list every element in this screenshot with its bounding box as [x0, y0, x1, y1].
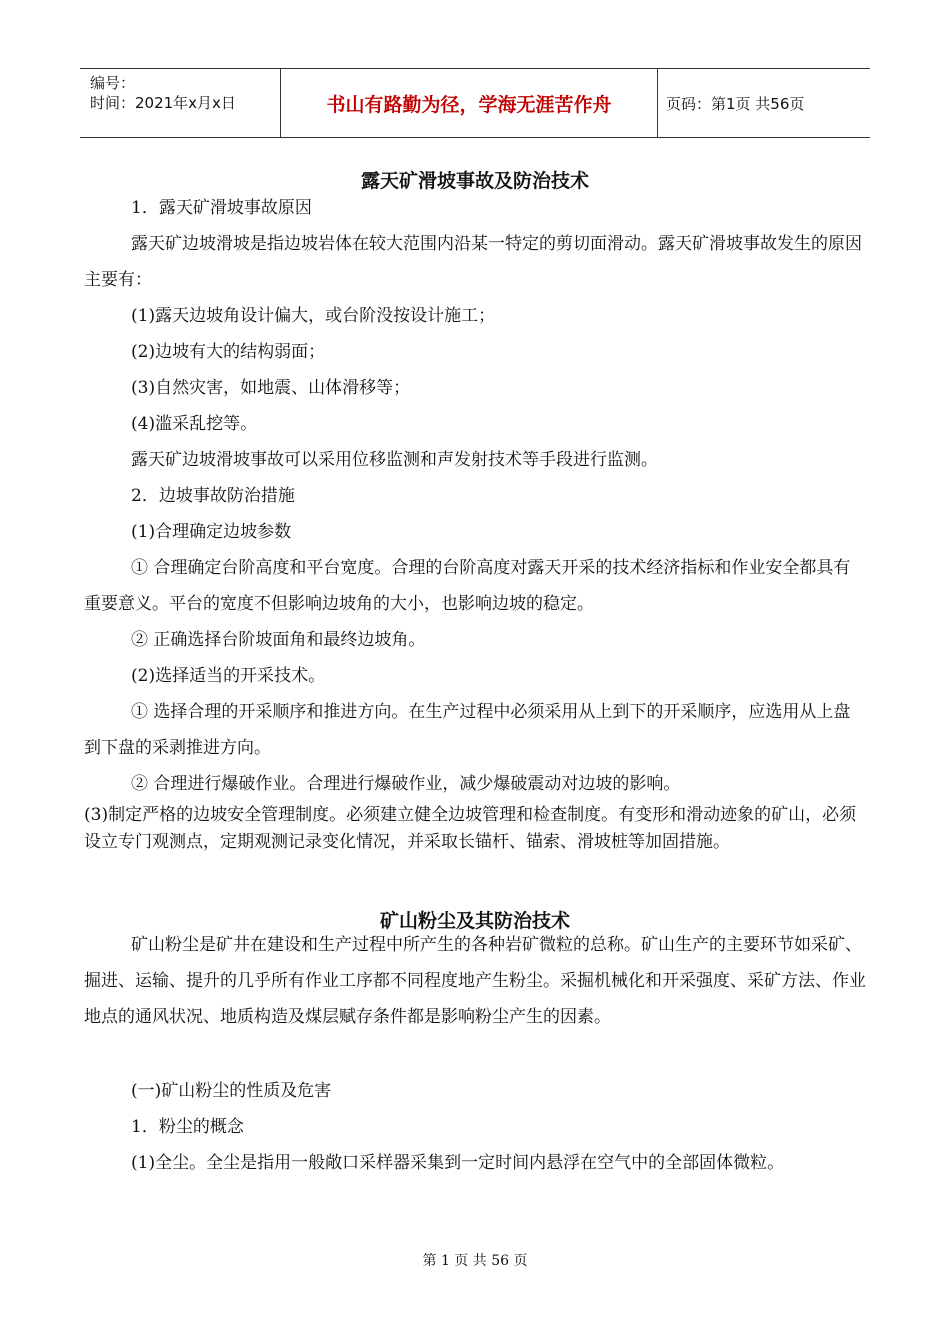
paragraph: (2)边坡有大的结构弱面； — [131, 342, 326, 362]
paragraph: ① 选择合理的开采顺序和推进方向。在生产过程中必须采用从上到下的开采顺序，应选用从上盘到下盘的采剥推进方向。 — [84, 702, 851, 758]
paragraph: 矿山粉尘是矿井在建设和生产过程中所产生的各种岩矿微粒的总称。矿山生产的主要环节如采矿、掘进、运输、提升的几乎所有作业工序都不同程度地产生粉尘。采掘机械化和开采强度、采矿方法、作业地点的通风状况、地质构造及煤层赋存条件都是影响粉尘产生的因素。 — [84, 935, 866, 1027]
paragraph: ② 合理进行爆破作业。合理进行爆破作业，减少爆破震动对边坡的影响。 — [131, 774, 681, 794]
paragraph: (3)自然灾害，如地震、山体滑移等； — [131, 378, 411, 398]
section-title-landslide: 露天矿滑坡事故及防治技术 — [360, 170, 589, 192]
paragraph: (一)矿山粉尘的性质及危害 — [131, 1081, 332, 1101]
paragraph: (3)制定严格的边坡安全管理制度。必须建立健全边坡管理和检查制度。有变形和滑动迹象的矿山，必须设立专门观测点，定期观测记录变化情况，并采取长锚杆、锚索、滑坡桩等加固措施。 — [84, 805, 857, 852]
header-motto: 书山有路勤为径，学海无涯苦作舟 — [281, 69, 658, 137]
paragraph: ① 合理确定台阶高度和平台宽度。合理的台阶高度对露天开采的技术经济指标和作业安全都具有重要意义。平台的宽度不但影响边坡角的大小，也影响边坡的稳定。 — [84, 558, 851, 614]
document-date: 时间：2021年x月x日 — [90, 94, 236, 112]
paragraph: 露天矿边坡滑坡事故可以采用位移监测和声发射技术等手段进行监测。 — [131, 450, 658, 470]
section-title-dust: 矿山粉尘及其防治技术 — [379, 910, 570, 932]
paragraph: 1．露天矿滑坡事故原因 — [131, 198, 312, 218]
paragraph: (1)全尘。全尘是指用一般敞口采样器采集到一定时间内悬浮在空气中的全部固体微粒。 — [131, 1153, 785, 1173]
paragraph: 露天矿边坡滑坡是指边坡岩体在较大范围内沿某一特定的剪切面滑动。露天矿滑坡事故发生的原因主要有： — [84, 234, 862, 290]
paragraph: (1)合理确定边坡参数 — [131, 522, 292, 542]
header-left-cell — [80, 69, 281, 137]
paragraph: 1．粉尘的概念 — [131, 1117, 244, 1137]
page-footer: 第 1 页 共 56 页 — [422, 1253, 528, 1269]
paragraph: 2．边坡事故防治措施 — [131, 486, 295, 506]
paragraph: (1)露天边坡角设计偏大，或台阶没按设计施工； — [131, 306, 496, 326]
document-number-label: 编号： — [90, 74, 136, 92]
paragraph: (2)选择适当的开采技术。 — [131, 666, 326, 686]
paragraph: ② 正确选择台阶坡面角和最终边坡角。 — [131, 630, 426, 650]
page-header — [80, 68, 870, 138]
header-page-info: 页码：第1页 共56页 — [666, 94, 805, 113]
paragraph: (4)滥采乱挖等。 — [131, 414, 258, 434]
